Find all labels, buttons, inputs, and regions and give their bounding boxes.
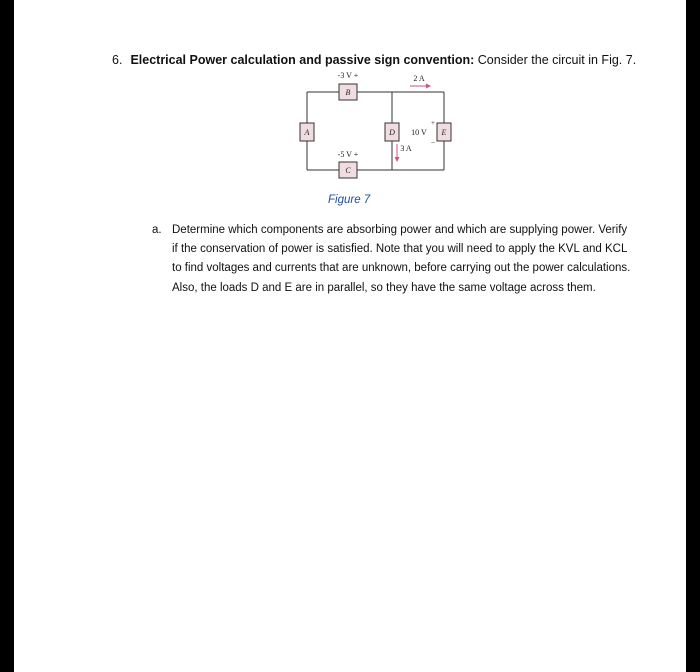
voltage-d-plus: + [431,119,435,127]
part-a [152,221,632,298]
component-c-label: C [345,166,351,175]
voltage-c-label: -5 V + [337,150,359,159]
voltage-b-label: -3 V + [337,71,359,80]
current-d-arrow [395,144,400,162]
component-b-label: B [345,88,351,97]
question-number: 6. [112,53,123,67]
voltage-d-label: 10 V [411,128,427,137]
circuit-diagram [286,64,456,184]
question-title: Electrical Power calculation and passive sign convention: [130,53,475,67]
component-a-label: A [304,128,310,137]
figure-caption: Figure 7 [328,194,371,206]
current-top-arrow [410,84,431,89]
document-page [14,0,686,672]
current-top-label: 2 A [413,74,425,83]
component-e-label: E [441,128,447,137]
part-a-marker: a. [152,224,162,236]
question-intro: Consider the circuit in Fig. 7. [474,53,637,67]
circuit-figure [286,64,456,184]
component-d-label: D [389,128,395,137]
part-a-text: Determine which components are absorbing power and which are supplying power. Verify if the conservation of power is satisfied. Note that you will need to apply the KVL and KCL to find voltages and currents that are unknown, before carrying out the power calculations. Also, the loads D and E are in parallel, so they have the same voltage across them. [172,224,631,294]
voltage-d-minus: – [431,138,435,146]
current-d-label: 3 A [400,144,412,153]
